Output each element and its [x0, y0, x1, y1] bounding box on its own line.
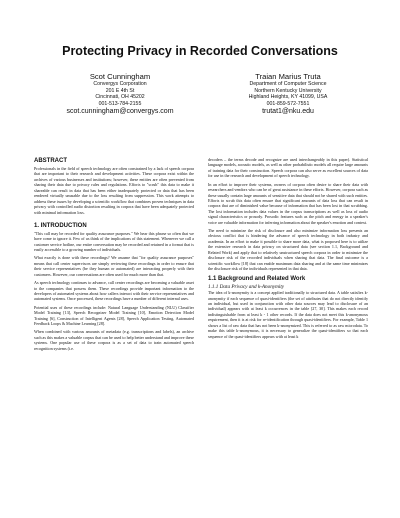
paragraph: What exactly is done with these recordings? We assume that "for quality assurance purposes" means that call center supervisors are simply reviewing these recordings in order to ensure that their service representatives (be they human or automated) are interacting properly with their customers. However, our conversations are often used for much more than that. — [34, 255, 194, 277]
author-email[interactable]: trutat1@nku.edu — [262, 108, 314, 115]
abstract-heading: ABSTRACT — [34, 158, 67, 164]
right-column — [208, 157, 368, 342]
paragraph: The need to minimize the risk of disclosure and also minimize information loss presents an obvious conflict that is hindering the advance of speech technology in both industry and academia. In an effort to make it possible to share more data, what is proposed here is to utilize the extensive research in data privacy on structured data (see section 1.1, Background and Related Work) and apply that to relatively unstructured speech corpora in order to minimize the disclosure risk of the recorded individuals when sharing that data. The final outcome is a scientific workflow [18] that can enable maximum data sharing and at the same time minimizes the disclosure risk of the individuals represented in that data. — [208, 228, 368, 272]
paragraph: In an effort to improve their systems, owners of corpora often desire to share their data with researchers and vendors who can be of great assistance in these efforts. However, corpora such as these usually contain large amounts of sensitive data that should not be shared with such entities. Efforts to scrub this data often ensure that significant amounts of data loss that can result in corpora that are of diminished value because of information that has been lost in that scrubbing. The lost information includes data values in the corpus transcriptions as well as loss of audio signal characteristics or prosody. Prosodic features such as the pitch and energy in a speaker's voice are valuable information for inferring information about the speaker's emotion and context. — [208, 181, 368, 225]
background-heading: 1.1 Background and Related Work — [208, 275, 306, 282]
privacy-subheading: 1.1.1 Data Privacy and k-Anonymity — [208, 283, 285, 290]
paragraph: Potential uses of these recordings include: Natural Language Understanding (NLU) Classifier Model Training [13], Speech Recognizer Model Training [10], Emotion Detection Model Training [6], Construction of Intelligent Agents [28], Speech Application Testing, Automated Feedback Loops & Machine Learning [28]. — [34, 304, 194, 327]
abstract-text: Professionals in the field of speech technology are often constrained by a lack of speech corpora that are important to their research and development activities. These corpora exist within the archives of various businesses and institutions; however, these entities are often prevented from sharing their data due to privacy rules and regulations. Efforts to "scrub" this data to make it shareable can result in data that has been either inadequately protected or data that has been rendered virtually unusable due to the loss resulting from suppression. This work attempts to address these issues by developing a scientific workflow that combines proven techniques in data privacy with controlled audio distortion resulting in corpora that have been adequately protected with minimal information loss. — [34, 166, 194, 215]
author-affiliation: Department of Computer Science — [249, 81, 327, 87]
author-phone: 001-513-784-2155 — [98, 100, 142, 107]
author-block-2 — [208, 72, 368, 116]
left-column — [34, 157, 194, 354]
author-affiliation: Convergys Corporation — [93, 81, 147, 87]
paragraph: "This call may be recorded for quality assurance purposes." We hear this phrase so often that we have come to ignore it. Few of us think of the implications of this statement. Whenever we call a customer service hotline, our entire conversation may be recorded and retained in a format that is easily accessible to a growing number of individuals. — [34, 230, 194, 253]
paper-title: Protecting Privacy in Recorded Conversations — [62, 44, 338, 58]
author-address: Northern Kentucky University — [254, 87, 322, 94]
paragraph: The idea of k-anonymity is a concept applied traditionally to structured data. A table satisfies k-anonymity if each sequence of quasi-identifiers (the set of attributes that do not directly identify an individual, but used in conjunction with other data sources may lead to disclosure of an individual) appears with at least k occurrences in the table [27, 30]. This makes each record indistinguishable from at least k - 1 other records. If the data does not meet this k-anonymous requirement, then it is at risk for re-identification through quasi-identifiers. For example, Table 1 shows a list of raw data that has not been k-anonymized. This is referred to as raw microdata. To make this table k-anonymous, it is necessary to generalize the quasi-identifiers so that each sequence of the quasi-identifiers appears with at least k — [208, 290, 368, 339]
paragraph: When combined with various amounts of metadata (e.g. transcriptions and labels), an archive such as this makes a valuable corpus that can be used to help better understand and improve these systems. One popular use of these corpora is as a set of data to train automated speech recognition systems (i.e. — [34, 329, 194, 351]
introduction-heading: 1. INTRODUCTION — [34, 222, 87, 229]
author-block-1 — [40, 72, 200, 116]
paragraph: decoders – the terms decode and recognize are used interchangeably in this paper). Statistical language models, acoustic models, as well as other probabilistic models all require large amounts of training data for their construction. Speech corpora can also serve as excellent sources of data for use in the research and development of speech technology. — [208, 157, 368, 179]
author-name: Traian Marius Truta — [255, 72, 321, 81]
author-city: Highland Heights, KY 41099, USA — [248, 94, 328, 100]
author-city: Cincinnati, OH 45202 — [95, 94, 145, 100]
paragraph: As speech technology continues to advance, call center recordings are becoming a valuable asset to the companies that possess them. These recordings provide important information to the developers of automated systems about how callers interact with their service representatives and automated systems. Once processed, these recordings have a number of different internal uses. — [34, 280, 194, 302]
author-address: 201 E 4th St — [105, 87, 135, 94]
author-email[interactable]: scot.cunningham@convergys.com — [66, 108, 174, 115]
author-name: Scot Cunningham — [89, 72, 151, 81]
author-phone: 001-859-572-7551 — [266, 100, 310, 107]
